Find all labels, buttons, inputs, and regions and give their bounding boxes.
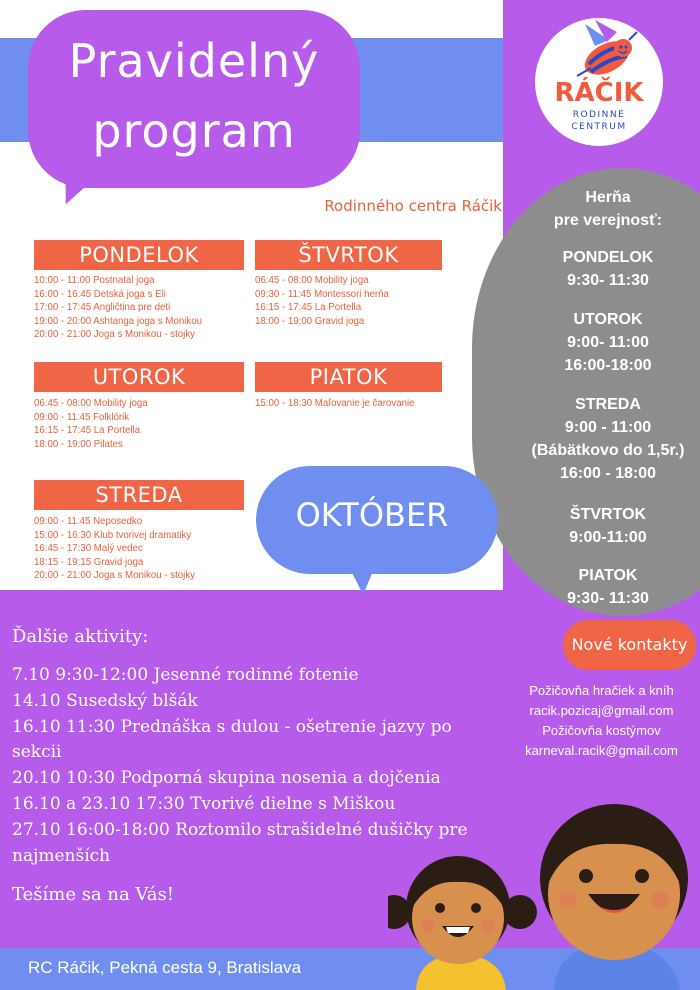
hours-day-name: PONDELOK <box>562 249 654 266</box>
list-item: 20:00 - 21:00 Joga s Monikou - stojky <box>34 329 196 341</box>
activities-heading: Ďalšie aktivity: <box>12 626 149 647</box>
list-item: 16:45 - 17:30 Malý vedec <box>34 543 143 555</box>
list-item: 15:00 - 16:30 Klub tvorivej dramatiky <box>34 529 192 541</box>
list-item: 18:00 - 19:00 Gravid joga <box>255 315 365 327</box>
day-block-stvrtok <box>255 240 442 328</box>
hours-day-name: ŠTVRTOK <box>569 506 647 523</box>
list-item: 27.10 16:00-18:00 Roztomilo strašidelné dušičky pre najmenších <box>12 819 468 866</box>
day-activity-list <box>255 397 442 411</box>
activities-closing: Tešíme sa na Vás! <box>12 884 174 905</box>
list-item: 09:00 - 11:45 Neposedko <box>34 516 143 527</box>
hours-time: 9:00 - 11:00 <box>564 419 652 436</box>
page-subtitle: Rodinného centra Ráčik <box>324 197 502 215</box>
day-banner: UTOROK <box>34 362 244 392</box>
day-activity-list <box>34 274 244 342</box>
hours-day-name: PIATOK <box>578 567 638 584</box>
hours-day-streda <box>518 393 698 485</box>
day-banner: PONDELOK <box>34 240 244 270</box>
list-item: 16:00 - 16:45 Detská joga s Eli <box>34 288 166 300</box>
hours-time: 16:00-18:00 <box>564 357 652 374</box>
contact-email-costumes[interactable]: karneval.racik@gmail.com <box>525 743 678 758</box>
list-item: 7.10 9:30-12:00 Jesenné rodinné fotenie <box>12 665 359 685</box>
hours-note: (Bábätkovo do 1,5r.) <box>531 442 685 459</box>
day-block-utorok <box>34 362 244 451</box>
opening-hours-title-line-2: pre verejnosť: <box>553 212 663 229</box>
hours-time: 9:00- 11:00 <box>567 334 649 351</box>
contact-email-toys[interactable]: racik.pozicaj@gmail.com <box>529 703 674 718</box>
hours-time: 16:00 - 18:00 <box>559 465 657 482</box>
hours-time: 9:30- 11:30 <box>567 590 649 607</box>
list-item: 16.10 11:30 Prednáška s dulou - ošetrenie jazvy po sekcii <box>12 716 452 763</box>
day-banner: ŠTVRTOK <box>255 240 442 270</box>
hours-day-pondelok <box>518 246 698 292</box>
list-item: 09:00 - 11:45 Folklórik <box>34 411 130 423</box>
list-item: 18:00 - 19:00 Pilates <box>34 438 123 450</box>
list-item: 09:30 - 11:45 Montessori herňa <box>255 288 389 300</box>
day-block-pondelok <box>34 240 244 342</box>
hours-day-name: STREDA <box>575 396 641 413</box>
contact-label-costumes: Požičovňa kostýmov <box>542 723 661 738</box>
contact-label-toys: Požičovňa hračiek a kníh <box>529 683 674 698</box>
opening-hours-title-line-1: Herňa <box>585 189 631 206</box>
logo-subtitle-2: CENTRUM <box>571 122 627 132</box>
ladybug-logo-icon <box>565 18 641 82</box>
month-label: OKTÓBER <box>295 496 449 534</box>
list-item: 10:00 - 11:00 Postnatal joga <box>34 275 155 286</box>
list-item: 06:45 - 08:00 Mobility joga <box>34 398 148 409</box>
logo-name: RÁČIK <box>554 78 644 108</box>
contacts-badge-label: Nové kontakty <box>571 635 688 654</box>
logo-subtitle-1: RODINNÉ <box>572 110 626 120</box>
opening-hours-title <box>528 186 688 232</box>
day-activity-list <box>255 274 442 328</box>
day-activity-list <box>34 397 244 451</box>
hours-day-utorok <box>518 308 698 377</box>
list-item: 18:15 - 19:15 Gravid joga <box>34 556 144 568</box>
day-banner: PIATOK <box>255 362 442 392</box>
list-item: 17:00 - 17:45 Angličtina pre deti <box>34 302 171 314</box>
list-item: 06:45 - 08:00 Mobility joga <box>255 275 369 286</box>
footer-address: RC Ráčik, Pekná cesta 9, Bratislava <box>28 958 302 977</box>
list-item: 20:00 - 21:00 Joga s Monikou - stojky <box>34 570 196 582</box>
page-title-line-2: program <box>92 104 296 158</box>
day-banner: STREDA <box>34 480 244 510</box>
list-item: 14.10 Susedský blšák <box>12 690 198 711</box>
list-item: 16.10 a 23.10 17:30 Tvorivé dielne s Miškou <box>12 793 396 814</box>
page-title-line-1: Pravidelný <box>68 34 320 88</box>
children-illustration <box>388 796 700 990</box>
hours-day-piatok <box>518 564 698 610</box>
list-item: 16:15 - 17:45 La Portella <box>255 302 362 314</box>
hours-day-stvrtok <box>518 503 698 549</box>
day-block-piatok <box>255 362 442 411</box>
hours-day-name: UTOROK <box>573 311 643 328</box>
hours-time: 9:30- 11:30 <box>567 272 649 289</box>
day-block-streda <box>34 480 244 583</box>
day-activity-list <box>34 515 244 583</box>
list-item: 20.10 10:30 Podporná skupina nosenia a dojčenia <box>12 768 441 789</box>
hours-time: 9:00-11:00 <box>569 529 647 546</box>
list-item: 15:00 - 18:30 Maľovanie je čarovanie <box>255 398 415 409</box>
list-item: 19:00 - 20:00 Ashtanga joga s Monikou <box>34 315 203 327</box>
list-item: 16:15 - 17:45 La Portella <box>34 425 141 437</box>
